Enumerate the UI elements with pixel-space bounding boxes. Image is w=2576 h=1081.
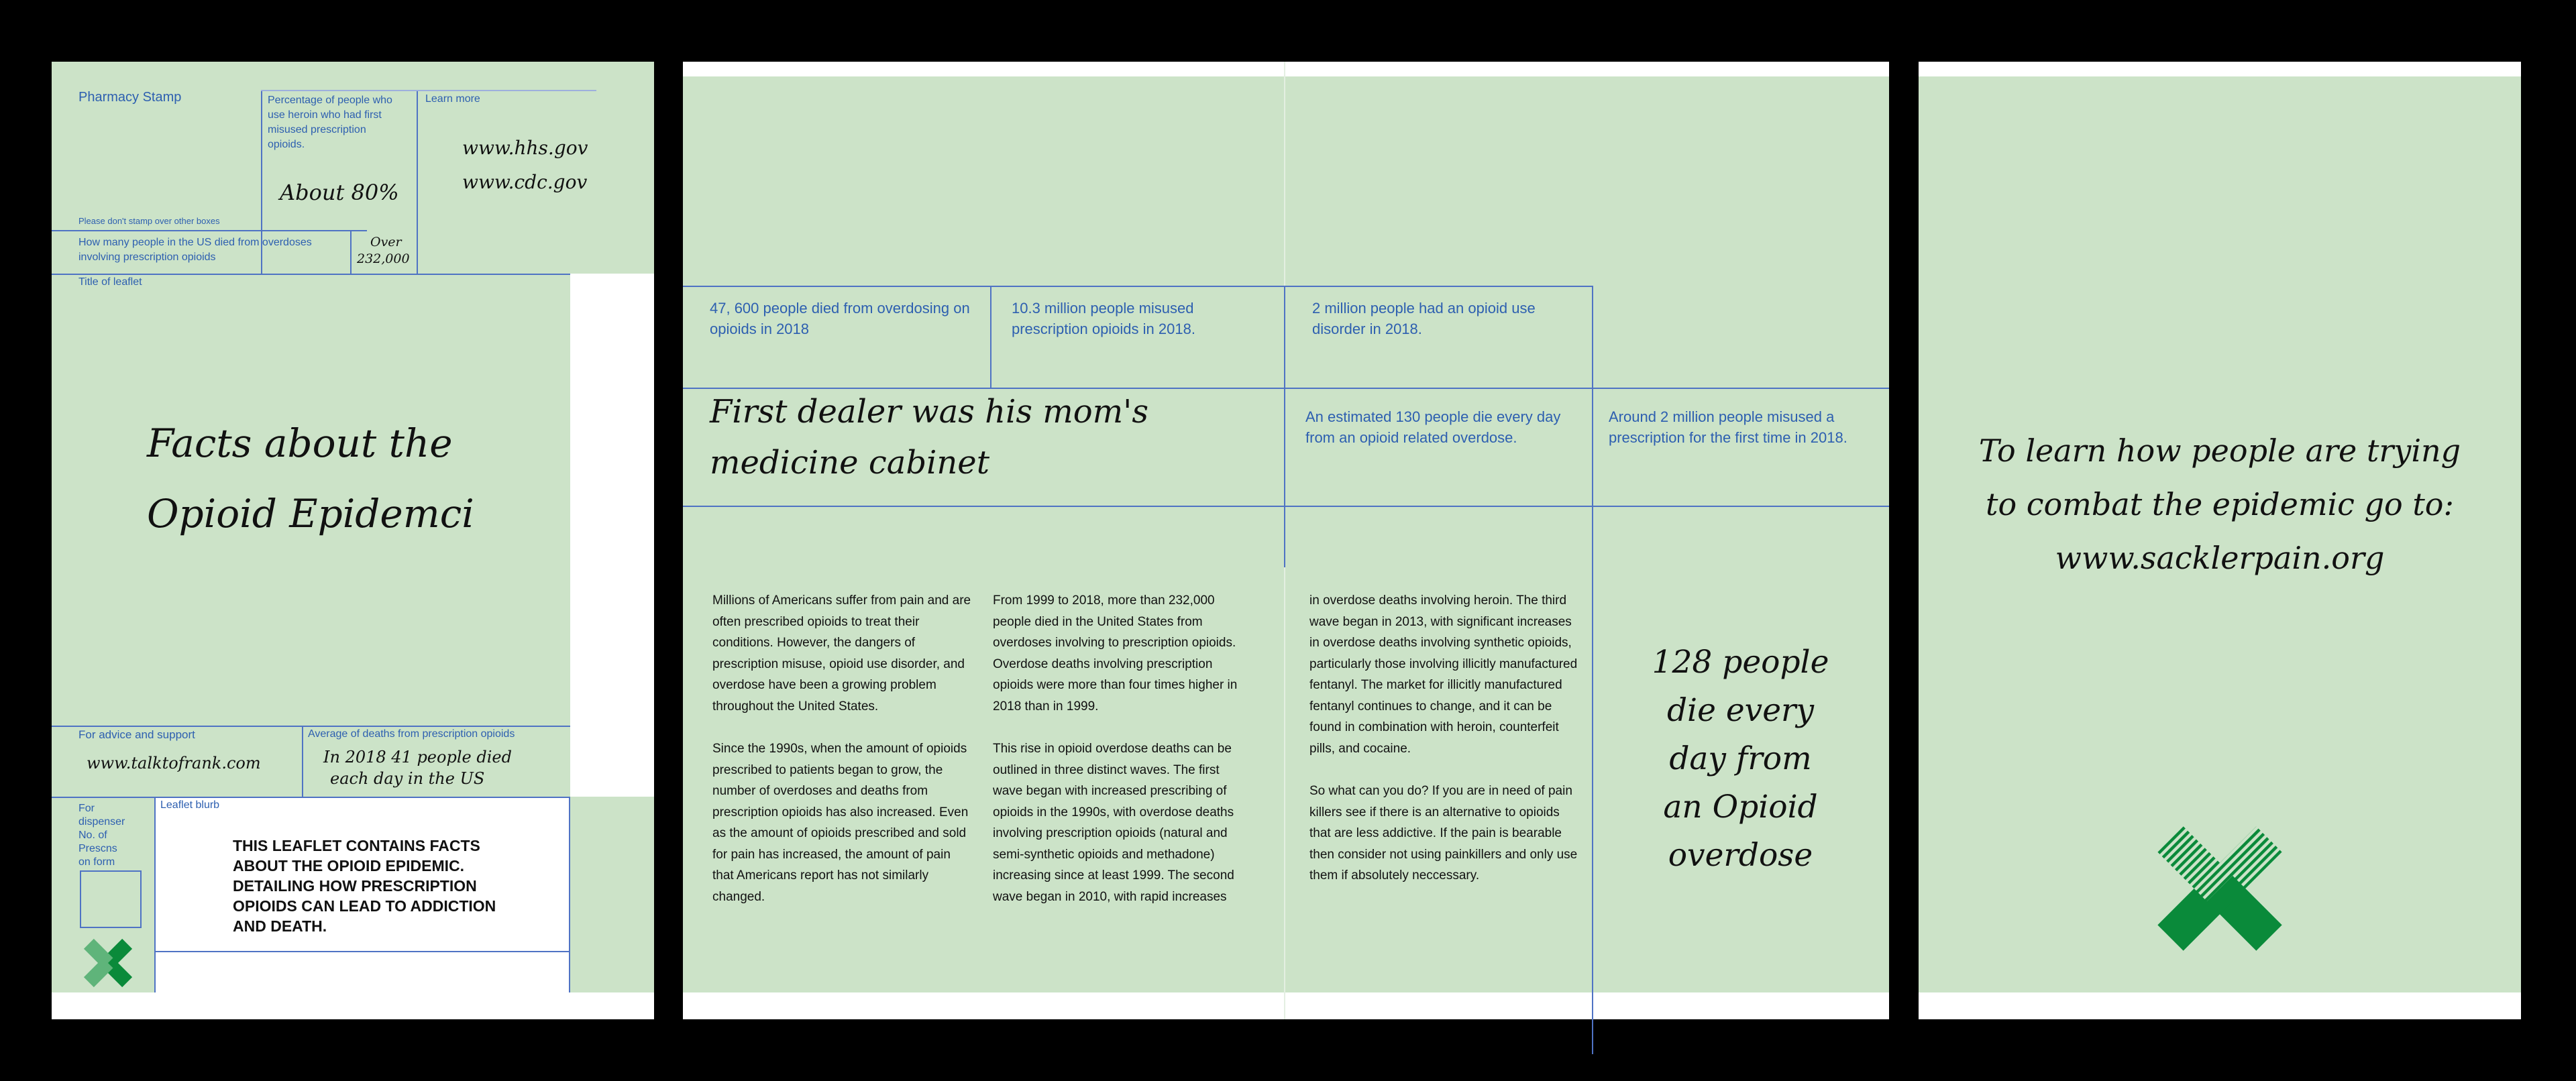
died-value-line1: Over <box>370 235 402 249</box>
stat-first-time-misuse: Around 2 million people misused a prescription for the first time in 2018. <box>1609 408 1847 446</box>
leaflet-title-line1: Facts about the <box>147 420 453 466</box>
stat-daily-deaths: An estimated 130 people die every day from an opioid related overdose. <box>1305 408 1561 446</box>
advice-value[interactable]: www.talktofrank.com <box>87 754 261 773</box>
title-label: Title of leaflet <box>78 276 142 288</box>
body-column-3: in overdose deaths involving heroin. The third wave began in 2013, with significant increases in overdose deaths involving synthetic opioids, particularly those involving illicitly manufactured fentanyl. The market for illicitly manufactured fentanyl continues to change, and it can be found in combination with heroin, counterfeit pills, and cocaine. So what can you do? If you are in need of pain killers see if there is an alternative to opioids that are less addictive. If the pain is bearable then consider not using painkillers and only use them if absolutely neccessary. <box>1309 593 1578 883</box>
left-white-bottom <box>52 992 654 1019</box>
leaflet-title-line2: Opioid Epidemci <box>147 491 474 536</box>
middle-panel <box>683 62 1889 1019</box>
avg-label: Average of deaths from prescription opioids <box>308 728 515 740</box>
died-label: How many people in the US died from overdoses involving prescription opioids <box>78 237 312 263</box>
pharmacy-stamp-label: Pharmacy Stamp <box>78 90 182 105</box>
percentage-label: Percentage of people who use heroin who had first misused prescription opioids. <box>268 95 392 150</box>
headline-line1: First dealer was his mom's <box>710 393 1148 431</box>
dispenser-checkbox[interactable] <box>80 870 142 928</box>
headline-line2: medicine cabinet <box>710 444 989 481</box>
stat-deaths-2018: 47, 600 people died from overdosing on opioids in 2018 <box>710 300 970 337</box>
learn-more-link-cdc[interactable]: www.cdc.gov <box>462 171 588 193</box>
died-value-line2: 232,000 <box>357 251 410 266</box>
left-white-side <box>570 274 654 797</box>
avg-value-line2: each day in the US <box>330 769 485 788</box>
blurb-label: Leaflet blurb <box>160 799 220 811</box>
right-message: To learn how people are trying to combat the epidemic go to: www.sacklerpain.org <box>1919 424 2521 585</box>
advice-label: For advice and support <box>78 728 195 741</box>
blurb-box-bottom <box>156 952 569 992</box>
right-message-url[interactable]: www.sacklerpain.org <box>2055 540 2385 576</box>
stat-disorder-2018: 2 million people had an opioid use disorder in 2018. <box>1312 300 1536 337</box>
stat-misused-2018: 10.3 million people misused prescription opioids in 2018. <box>1012 300 1195 337</box>
body-column-1: Millions of Americans suffer from pain and are often prescribed opioids to treat their conditions. However, the dangers of prescription misuse, opioid use disorder, and overdose have been a growing problem throughout the United States. Since the 1990s, when the amount of opioids prescribed to patients began to grow, the number of overdoses and deaths from prescription opioids has also increased. Even as the amount of opioids prescribed and sold for pain has increased, the amount of pain that Americans report has not similarly changed. <box>712 593 971 904</box>
big-quote: 128 people die every day from an Opioid overdose <box>1652 644 1829 874</box>
body-column-2: From 1999 to 2018, more than 232,000 people died in the United States from overdoses involving to prescription opioids. Overdose deaths involving prescription opioids were more than four times higher in 2018 than in 1999. This rise in opioid overdose deaths can be outlined in three distinct waves. The first wave began with increased prescribing of opioids in the 1990s, with overdose deaths involving prescription opioids (natural and semi-synthetic opioids and methadone) increasing since at least 1999. The second wave began in 2010, with rapid increases <box>993 593 1238 904</box>
blurb-text: THIS LEAFLET CONTAINS FACTS ABOUT THE OPIOID EPIDEMIC. DETAILING HOW PRESCRIPTION OPIOIDS CAN LEAD TO ADDICTION AND DEATH. <box>233 837 496 935</box>
dispenser-label: For dispenser No. of Prescns on form <box>78 803 125 868</box>
learn-more-link-hhs[interactable]: www.hhs.gov <box>462 137 588 159</box>
percentage-value: About 80% <box>280 180 399 205</box>
cross-logo-icon <box>78 933 138 992</box>
learn-more-label: Learn more <box>425 93 480 105</box>
stamp-note: Please don't stamp over other boxes <box>78 216 220 226</box>
avg-value-line1: In 2018 41 people died <box>323 748 512 766</box>
right-panel <box>1919 62 2521 1019</box>
left-panel <box>52 62 654 1019</box>
cross-logo-icon-large <box>2144 813 2296 964</box>
